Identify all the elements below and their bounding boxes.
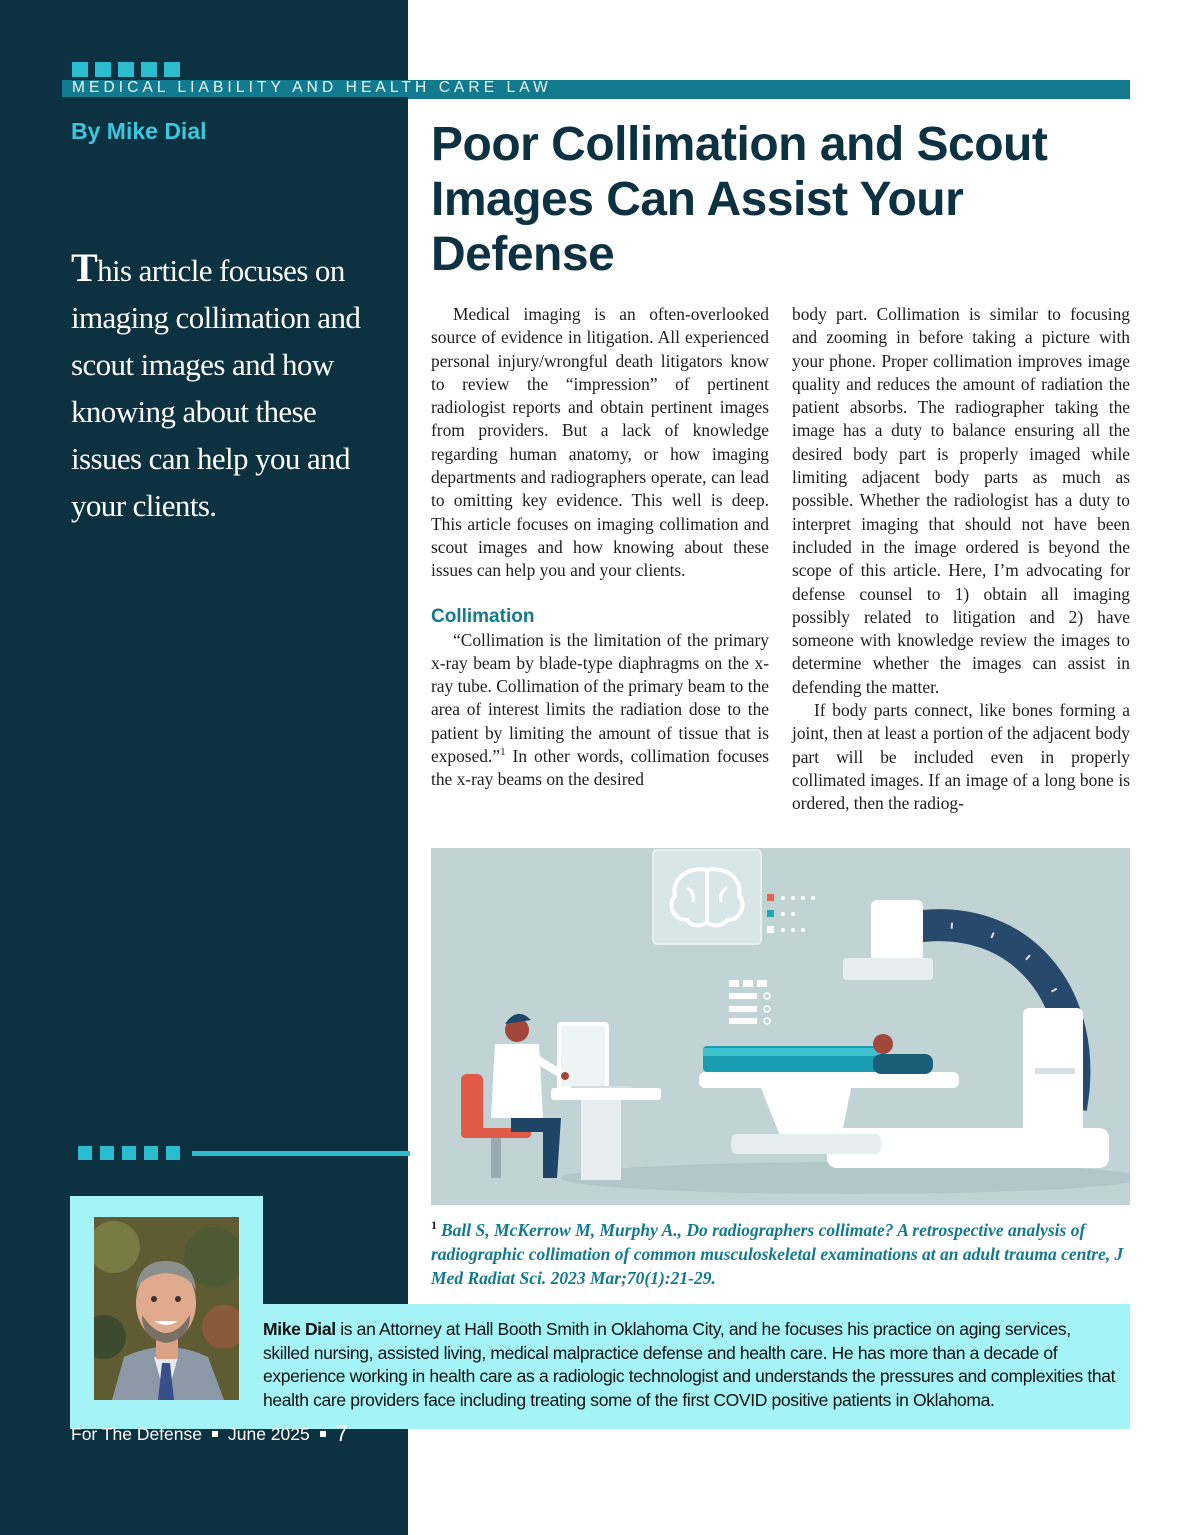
column2-paragraph-1: body part. Collimation is similar to focusing and zooming in before taking a picture with your phone. Proper collimation improves image quality and reduces the amount of radiation the patient absorbs. The radiographer taking the image has a duty to balance ensuring all the desired body part is properly imaged while limiting adjacent body parts as much as possible. Whether the radiologist has a duty to interpret imaging that should not have been included in the image ordered is beyond the scope of this article. Here, I’m advocating for defense counsel to 1) obtain all imaging possibly related to litigation and 2) have someone with knowledge review the images to determine whether the images can assist in defending the matter.	[792, 304, 1130, 697]
column1-paragraph-1: Medical imaging is an often-overlooked source of evidence in litigation. All experienced personal injury/wrongful death litigators know to review the “impression” of pertinent radiologist reports and obtain pertinent images from providers. But a lack of knowledge regarding human anatomy, or how imaging departments and radiographers operate, can lead to omitting key evidence. This well is deep. This article focuses on imaging collimation and scout images and how knowing about these issues can help you and your clients.	[431, 304, 769, 581]
section-rule	[408, 97, 1130, 99]
decorative-squares-divider	[78, 1146, 410, 1160]
separator-dot	[212, 1431, 218, 1437]
author-bio-text: is an Attorney at Hall Booth Smith in Oklahoma City, and he focuses his practice on aging services, skilled nursing, assisted living, medical malpractice defense and health care. He has more than a decade of experience working in health care as a radiologic technologist and understands the pressures and complexities that health care providers face including treating some of the first COVID positive patients in Oklahoma.	[263, 1319, 1116, 1410]
author-photo	[94, 1217, 239, 1400]
author-bio	[263, 1318, 1121, 1412]
page-number: 7	[335, 1421, 348, 1446]
article-column-1	[431, 303, 769, 792]
column1-paragraph-2: “Collimation is the limitation of the primary x-ray beam by blade-type diaphragms on the x-ray tube. Collimation of the primary beam to the area of interest limits the radiation dose to the patient by limiting the amount of tissue that is exposed.”$^1$ In other words, collimation focuses the x-ray beams on the desired	[431, 629, 769, 790]
footnote-reference: 1	[500, 746, 506, 759]
column2-paragraph-2: If body parts connect, like bones forming a joint, then at least a portion of the adjacent body part will be included even in properly collimated images. If an image of a long bone is ordered, then the radiog-	[792, 700, 1130, 814]
footnote-text: Ball S, McKerrow M, Murphy A., Do radiographers collimate? A retrospective analysis of radiographic collimation of common musculoskeletal examinations at an adult trauma centre, J Med Radiat Sci. 2023 Mar;70(1):21-29.	[431, 1219, 1124, 1288]
publication-name: For The Defense	[71, 1423, 202, 1444]
issue-date: June 2025	[228, 1423, 310, 1444]
article-column-2	[792, 303, 1130, 816]
section-label: MEDICAL LIABILITY AND HEALTH CARE LAW	[72, 79, 552, 96]
footnote-number: 1	[431, 1218, 437, 1232]
pullquote: This article focuses on imaging collimation and scout images and how knowing about these issues can help you and your clients.	[71, 245, 361, 523]
footnote	[431, 1213, 1131, 1290]
decorative-squares-top	[72, 62, 180, 77]
page-footer	[71, 1421, 348, 1447]
author-name: Mike Dial	[263, 1319, 336, 1339]
ct-scan-illustration	[431, 848, 1130, 1205]
article-headline: Poor Collimation and Scout Images Can Assist Your Defense	[431, 118, 1048, 281]
byline: By Mike Dial	[71, 118, 207, 144]
separator-dot	[320, 1431, 326, 1437]
subhead-collimation: Collimation	[431, 605, 535, 627]
brain-icon	[653, 850, 761, 944]
